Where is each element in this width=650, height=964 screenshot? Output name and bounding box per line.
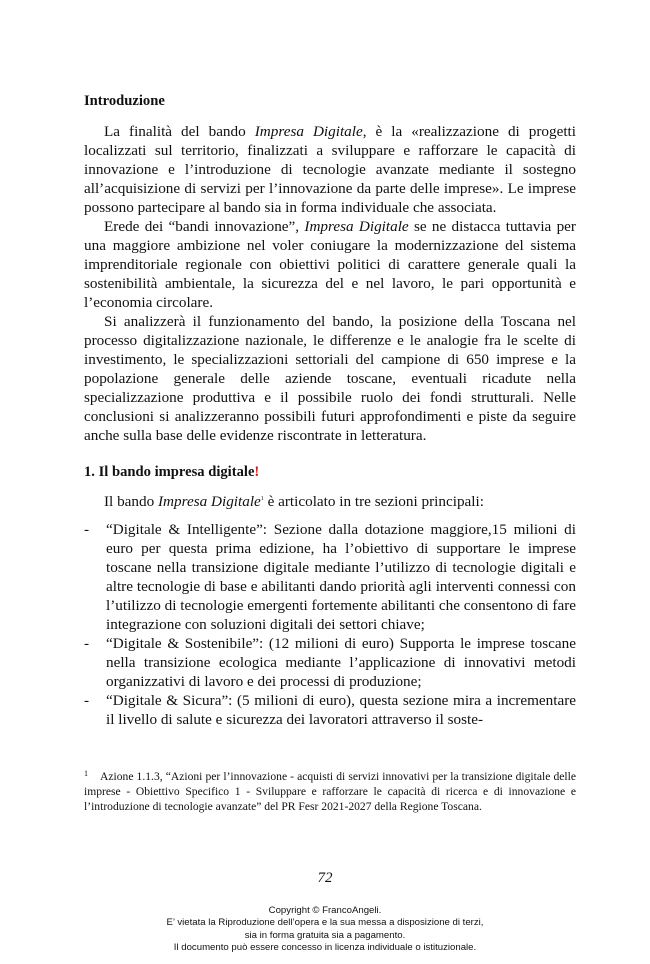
dash-bullet: - [84, 692, 90, 709]
footnote-text: Azione 1.1.3, “Azioni per l’innovazione - acquisti di servizi innovativi per la transizione digitale delle imprese - Obiettivo Specifico 1 - Sviluppare e rafforzare le capacità di ricerca e di innovazione e l’introduzione di tecnologie avanzate” del PR Fesr 2021-2027 della Regione Toscana. [84, 770, 576, 813]
list-item-text: “Digitale & Sostenibile”: (12 milioni di euro) Supporta le imprese toscane nella transizione ecologica mediante l’applicazione di innovativi metodi organizzativi di lavoro e dei processi di produzione; [106, 635, 576, 690]
page-number: 72 [317, 870, 333, 886]
copyright-line: sia in forma gratuita sia a pagamento. [244, 929, 406, 941]
list-item [84, 520, 576, 634]
page-body [84, 92, 576, 729]
section-1-heading [84, 463, 576, 482]
copyright-notice [0, 905, 650, 954]
red-mark: ! [254, 464, 260, 480]
copyright-line: E’ vietata la Riproduzione dell’opera e la sua messa a disposizione di terzi, [166, 917, 484, 929]
copyright-line: Il documento può essere concesso in licenza individuale o istituzionale. [173, 941, 477, 953]
footnote-ref[interactable]: 1 [260, 496, 264, 502]
emphasis: Impresa Digitale [158, 493, 261, 510]
footnote-number: 1 [84, 769, 88, 778]
intro-paragraph-1 [84, 122, 576, 217]
text-run: Erede dei “bandi innovazione”, [104, 218, 305, 235]
text-run: La finalità del bando [104, 123, 255, 140]
dash-bullet: - [84, 521, 90, 538]
section-1-lead [84, 492, 576, 511]
text-run: è articolato in tre sezioni principali: [263, 493, 484, 510]
intro-heading: Introduzione [84, 93, 165, 109]
sections-list [84, 520, 576, 729]
dash-bullet: - [84, 635, 90, 652]
list-item [84, 691, 576, 729]
emphasis: Impresa Digitale [254, 123, 363, 140]
emphasis: Impresa Digitale [304, 218, 409, 235]
intro-paragraph-2 [84, 217, 576, 312]
text-run: se ne distacca tuttavia per una maggiore ambizione nel voler coniugare la modernizzazione del sistema imprenditoriale regionale con obiettivi politici di carattere generale quali la sostenibilità ambientale, la sicurezza del e nel lavoro, le pari opportunità e l’economia circolare. [84, 218, 576, 311]
text-run: Il bando [104, 493, 158, 510]
footnote [84, 770, 576, 814]
copyright-line: Copyright © FrancoAngeli. [268, 905, 382, 916]
list-item-text: “Digitale & Sicura”: (5 milioni di euro), questa sezione mira a incrementare il livello di salute e sicurezza dei lavoratori attraverso il soste- [106, 692, 576, 728]
list-item [84, 634, 576, 691]
text-run: , è la «realizzazione di progetti localizzati sul territorio, finalizzati a sviluppare e rafforzare le capacità di innovazione e l’introduzione di tecnologie avanzate mediante il sostegno all’acquisizione di servizi per l’innovazione da parte delle imprese». Le imprese possono partecipare al bando sia in forma individuale che associata. [84, 123, 576, 216]
heading-text: 1. Il bando impresa digitale [84, 464, 255, 480]
intro-paragraph-3: Si analizzerà il funzionamento del bando, la posizione della Toscana nel processo digitalizzazione nazionale, le differenze e le analogie fra le scelte di investimento, le specializzazioni settoriali del campione di 650 imprese e la popolazione generale delle aziende toscane, eventuali ricadute nella specializzazione produttiva e il possibile ruolo dei fondi strutturali. Nelle conclusioni si analizzeranno possibili futuri approfondimenti e piste da seguire anche sulla base delle evidenze riscontrate in letteratura. [84, 313, 576, 444]
list-item-text: “Digitale & Intelligente”: Sezione dalla dotazione maggiore,15 milioni di euro per questa prima edizione, ha l’obiettivo di supportare le imprese toscane nella transizione digitale mediante l’utilizzo di tecnologie digitali e altre tecnologie di base e abilitanti dando priorità agli interventi connessi con l’utilizzo di tecnologie emergenti fortemente abilitanti che consentono di fare integrazione con soluzioni digitali dei settori chiave; [106, 521, 576, 633]
